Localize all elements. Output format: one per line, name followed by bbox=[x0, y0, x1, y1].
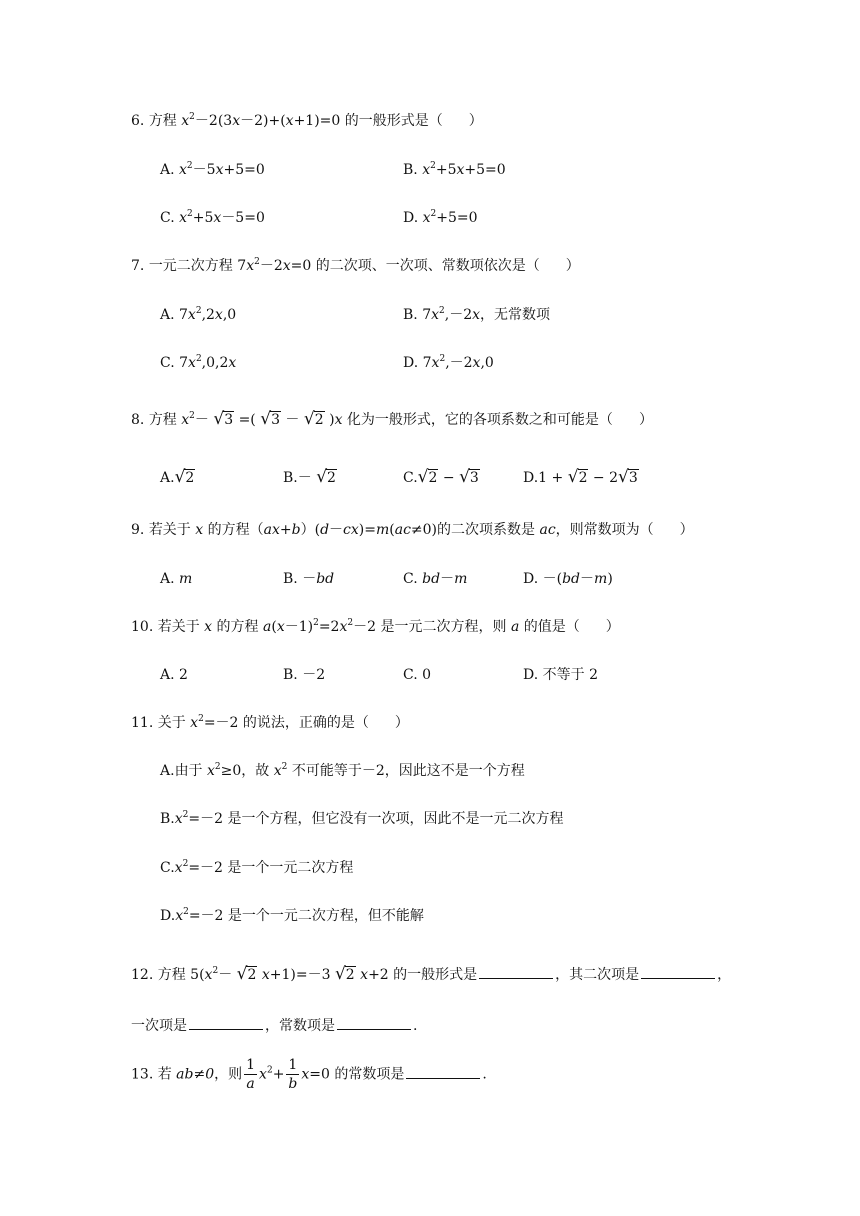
q7-option-c: C. $7x^2,0,2x$ bbox=[160, 354, 237, 371]
q11-option-c: $C.x^2=-2$ 是一个一元二次方程 bbox=[160, 859, 354, 876]
q10-option-c: C. 0 bbox=[403, 667, 432, 683]
q11-option-b: $B.x^2=-2$ 是一个方程，但它没有一次项，因此不是一元二次方程 bbox=[160, 810, 564, 827]
q8-option-b: B.－ √2 bbox=[283, 467, 336, 487]
q6-option-c: C. $x^2+5x-5=0$ bbox=[160, 209, 265, 226]
fraction-1-over-a: $\frac{1}{a}$ bbox=[246, 1057, 256, 1092]
question-9: 9. 若关于 x 的方程（ax+b）(d－cx)=m(ac≠0)的二次项系数是 ac，则常数项为（ ） bbox=[131, 522, 694, 538]
q11-option-d: $D.x^2=-2$ 是一个一元二次方程，但不能解 bbox=[160, 907, 424, 924]
q7-option-b: B. $7x^2,-2x$，无常数项 bbox=[403, 306, 551, 323]
q10-option-d: D. 不等于 2 bbox=[523, 667, 598, 683]
question-10: 10. 若关于 x 的方程 $a(x-1)^2=2x^2-2$ 是一元二次方程，则 a 的值是（ ） bbox=[131, 618, 620, 635]
q8-option-d: D.1 + √2 − 2√3 bbox=[523, 467, 638, 487]
answer-blank[interactable] bbox=[189, 1015, 263, 1030]
q9-option-d: D. －(bd－m) bbox=[523, 571, 613, 587]
question-7: 7. 一元二次方程 $7x^2-2x=0$ 的二次项、一次项、常数项依次是（ ） bbox=[131, 257, 580, 274]
answer-blank[interactable] bbox=[641, 964, 715, 979]
fraction-1-over-b: $\frac{1}{b}$ bbox=[288, 1057, 298, 1092]
q10-option-b: B. －2 bbox=[283, 667, 326, 683]
q6-option-a: A. $x^2-5x+5=0$ bbox=[160, 161, 265, 178]
q10-option-a: A. 2 bbox=[160, 667, 188, 683]
answer-blank[interactable] bbox=[406, 1064, 480, 1079]
q6-option-d: D. $x^2+5=0$ bbox=[403, 209, 478, 226]
q9-option-a: A. m bbox=[160, 571, 193, 587]
q7-option-d: D. $7x^2,-2x,0$ bbox=[403, 354, 494, 371]
question-8: 8. 方程 $x^2- √3$ =( √3 － √2 )x 化为一般形式，它的各项系数之和可能是（ ） bbox=[131, 409, 653, 429]
q7-option-a: A. $7x^2,2x,0$ bbox=[160, 306, 237, 323]
q11-option-a: A.由于 $x^2\ge 0$，故 $x^2$ 不可能等于－2，因此这不是一个方程 bbox=[160, 762, 525, 779]
q8-option-c: C.√2 − √3 bbox=[403, 467, 479, 487]
question-11: 11. 关于 $x^2=-2$ 的说法，正确的是（ ） bbox=[131, 714, 409, 731]
answer-blank[interactable] bbox=[337, 1015, 411, 1030]
question-12: 12. 方程 $5(x^2- √2$ x+1)=－3 √2 x+2 的一般形式是 ，其二次项是 ， bbox=[131, 964, 732, 984]
question-13: 13. 若 ab≠0，则 $\frac{1}{a}$ $x^2+$ $\frac{1}{b}$ x=0 的常数项是 . bbox=[131, 1057, 487, 1092]
question-12-line-2: 一次项是 ，常数项是 . bbox=[131, 1015, 417, 1036]
q9-option-b: B. －bd bbox=[283, 571, 335, 587]
question-6: 6. 方程 $x^2-2(3x-2)+(x+1)=0$ 的一般形式是（ ） bbox=[131, 112, 483, 129]
answer-blank[interactable] bbox=[479, 964, 553, 979]
q8-option-a: A.√2 bbox=[160, 467, 195, 487]
q6-option-b: B. $x^2+5x+5=0$ bbox=[403, 161, 506, 178]
q9-option-c: C. bd－m bbox=[403, 571, 468, 587]
